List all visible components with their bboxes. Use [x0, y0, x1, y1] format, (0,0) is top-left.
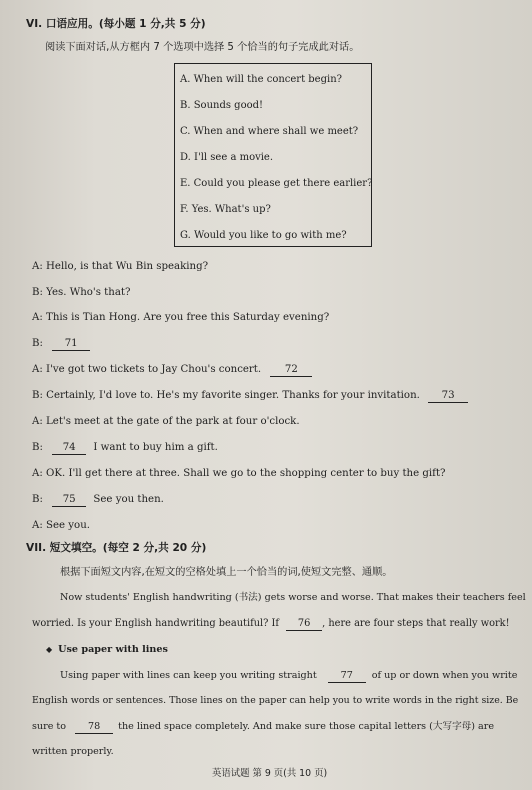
- paragraph-1-line-1: Now students' English handwriting (书法) gets worse and worse. That makes their teachers feel: [60, 592, 526, 603]
- blank-75[interactable]: 75: [52, 493, 86, 507]
- paragraph-1-line-2: [32, 617, 510, 631]
- dialogue-line-10: [32, 493, 164, 507]
- section-7-instruction: 根据下面短文内容,在短文的空格处填上一个恰当的词,使短文完整、通顺。: [60, 567, 393, 578]
- speaker-b: B:: [32, 494, 43, 505]
- dialogue-text: B: Certainly, I'd love to. He's my favorite singer. Thanks for your invitation.: [32, 390, 420, 401]
- speaker-b: B:: [32, 338, 43, 349]
- blank-72[interactable]: 72: [270, 363, 312, 377]
- dialogue-text: A: I've got two tickets to Jay Chou's concert.: [32, 364, 262, 375]
- blank-77[interactable]: 77: [328, 669, 366, 683]
- option-c: C. When and where shall we meet?: [180, 126, 359, 137]
- dialogue-line-2: B: Yes. Who's that?: [32, 287, 131, 298]
- section-6-heading: VI. 口语应用。(每小题 1 分,共 5 分): [26, 18, 206, 30]
- dialogue-line-11: A: See you.: [32, 520, 90, 531]
- blank-73[interactable]: 73: [428, 389, 468, 403]
- blank-74[interactable]: 74: [52, 441, 86, 455]
- blank-71[interactable]: 71: [52, 337, 90, 351]
- paragraph-text: of up or down when you write: [371, 670, 518, 681]
- dialogue-text: I want to buy him a gift.: [93, 442, 218, 453]
- dialogue-line-1: A: Hello, is that Wu Bin speaking?: [32, 261, 209, 272]
- paragraph-text: , here are four steps that really work!: [322, 618, 510, 629]
- option-e: E. Could you please get there earlier?: [180, 178, 373, 189]
- paragraph-text: the lined space completely. And make sure those capital letters (大写字母) are: [118, 721, 495, 732]
- section-6-instruction: 阅读下面对话,从方框内 7 个选项中选择 5 个恰当的句子完成此对话。: [45, 42, 360, 53]
- paragraph-2-line-1: [60, 669, 517, 683]
- subheading: Use paper with lines: [58, 644, 168, 655]
- paragraph-2-line-2: English words or sentences. Those lines on the paper can help you to write words in the right size. Be: [32, 695, 519, 706]
- subheading-row: [46, 643, 168, 656]
- option-g: G. Would you like to go with me?: [180, 230, 347, 241]
- dialogue-line-9: A: OK. I'll get there at three. Shall we go to the shopping center to buy the gift?: [32, 468, 446, 479]
- paragraph-2-line-4: written properly.: [32, 746, 114, 757]
- dialogue-line-4: [32, 337, 90, 351]
- paragraph-text: Using paper with lines can keep you writing straight: [60, 670, 317, 681]
- dialogue-line-8: [32, 441, 218, 455]
- blank-76[interactable]: 76: [286, 617, 322, 631]
- diamond-bullet-icon: ◆: [46, 644, 53, 654]
- paragraph-text: worried. Is your English handwriting beautiful? If: [32, 618, 280, 629]
- option-a: A. When will the concert begin?: [180, 74, 343, 85]
- dialogue-line-3: A: This is Tian Hong. Are you free this Saturday evening?: [32, 312, 330, 323]
- page-footer: 英语试题 第 9 页(共 10 页): [212, 768, 328, 779]
- dialogue-line-6: [32, 389, 468, 403]
- paragraph-2-line-3: [32, 720, 494, 734]
- paragraph-text: sure to: [32, 721, 67, 732]
- dialogue-line-5: [32, 363, 312, 377]
- dialogue-line-7: A: Let's meet at the gate of the park at four o'clock.: [32, 416, 300, 427]
- dialogue-text: See you then.: [93, 494, 164, 505]
- blank-78[interactable]: 78: [75, 720, 113, 734]
- speaker-b: B:: [32, 442, 43, 453]
- option-d: D. I'll see a movie.: [180, 152, 274, 163]
- option-b: B. Sounds good!: [180, 100, 264, 111]
- section-7-heading: VII. 短文填空。(每空 2 分,共 20 分): [26, 542, 207, 554]
- option-f: F. Yes. What's up?: [180, 204, 271, 215]
